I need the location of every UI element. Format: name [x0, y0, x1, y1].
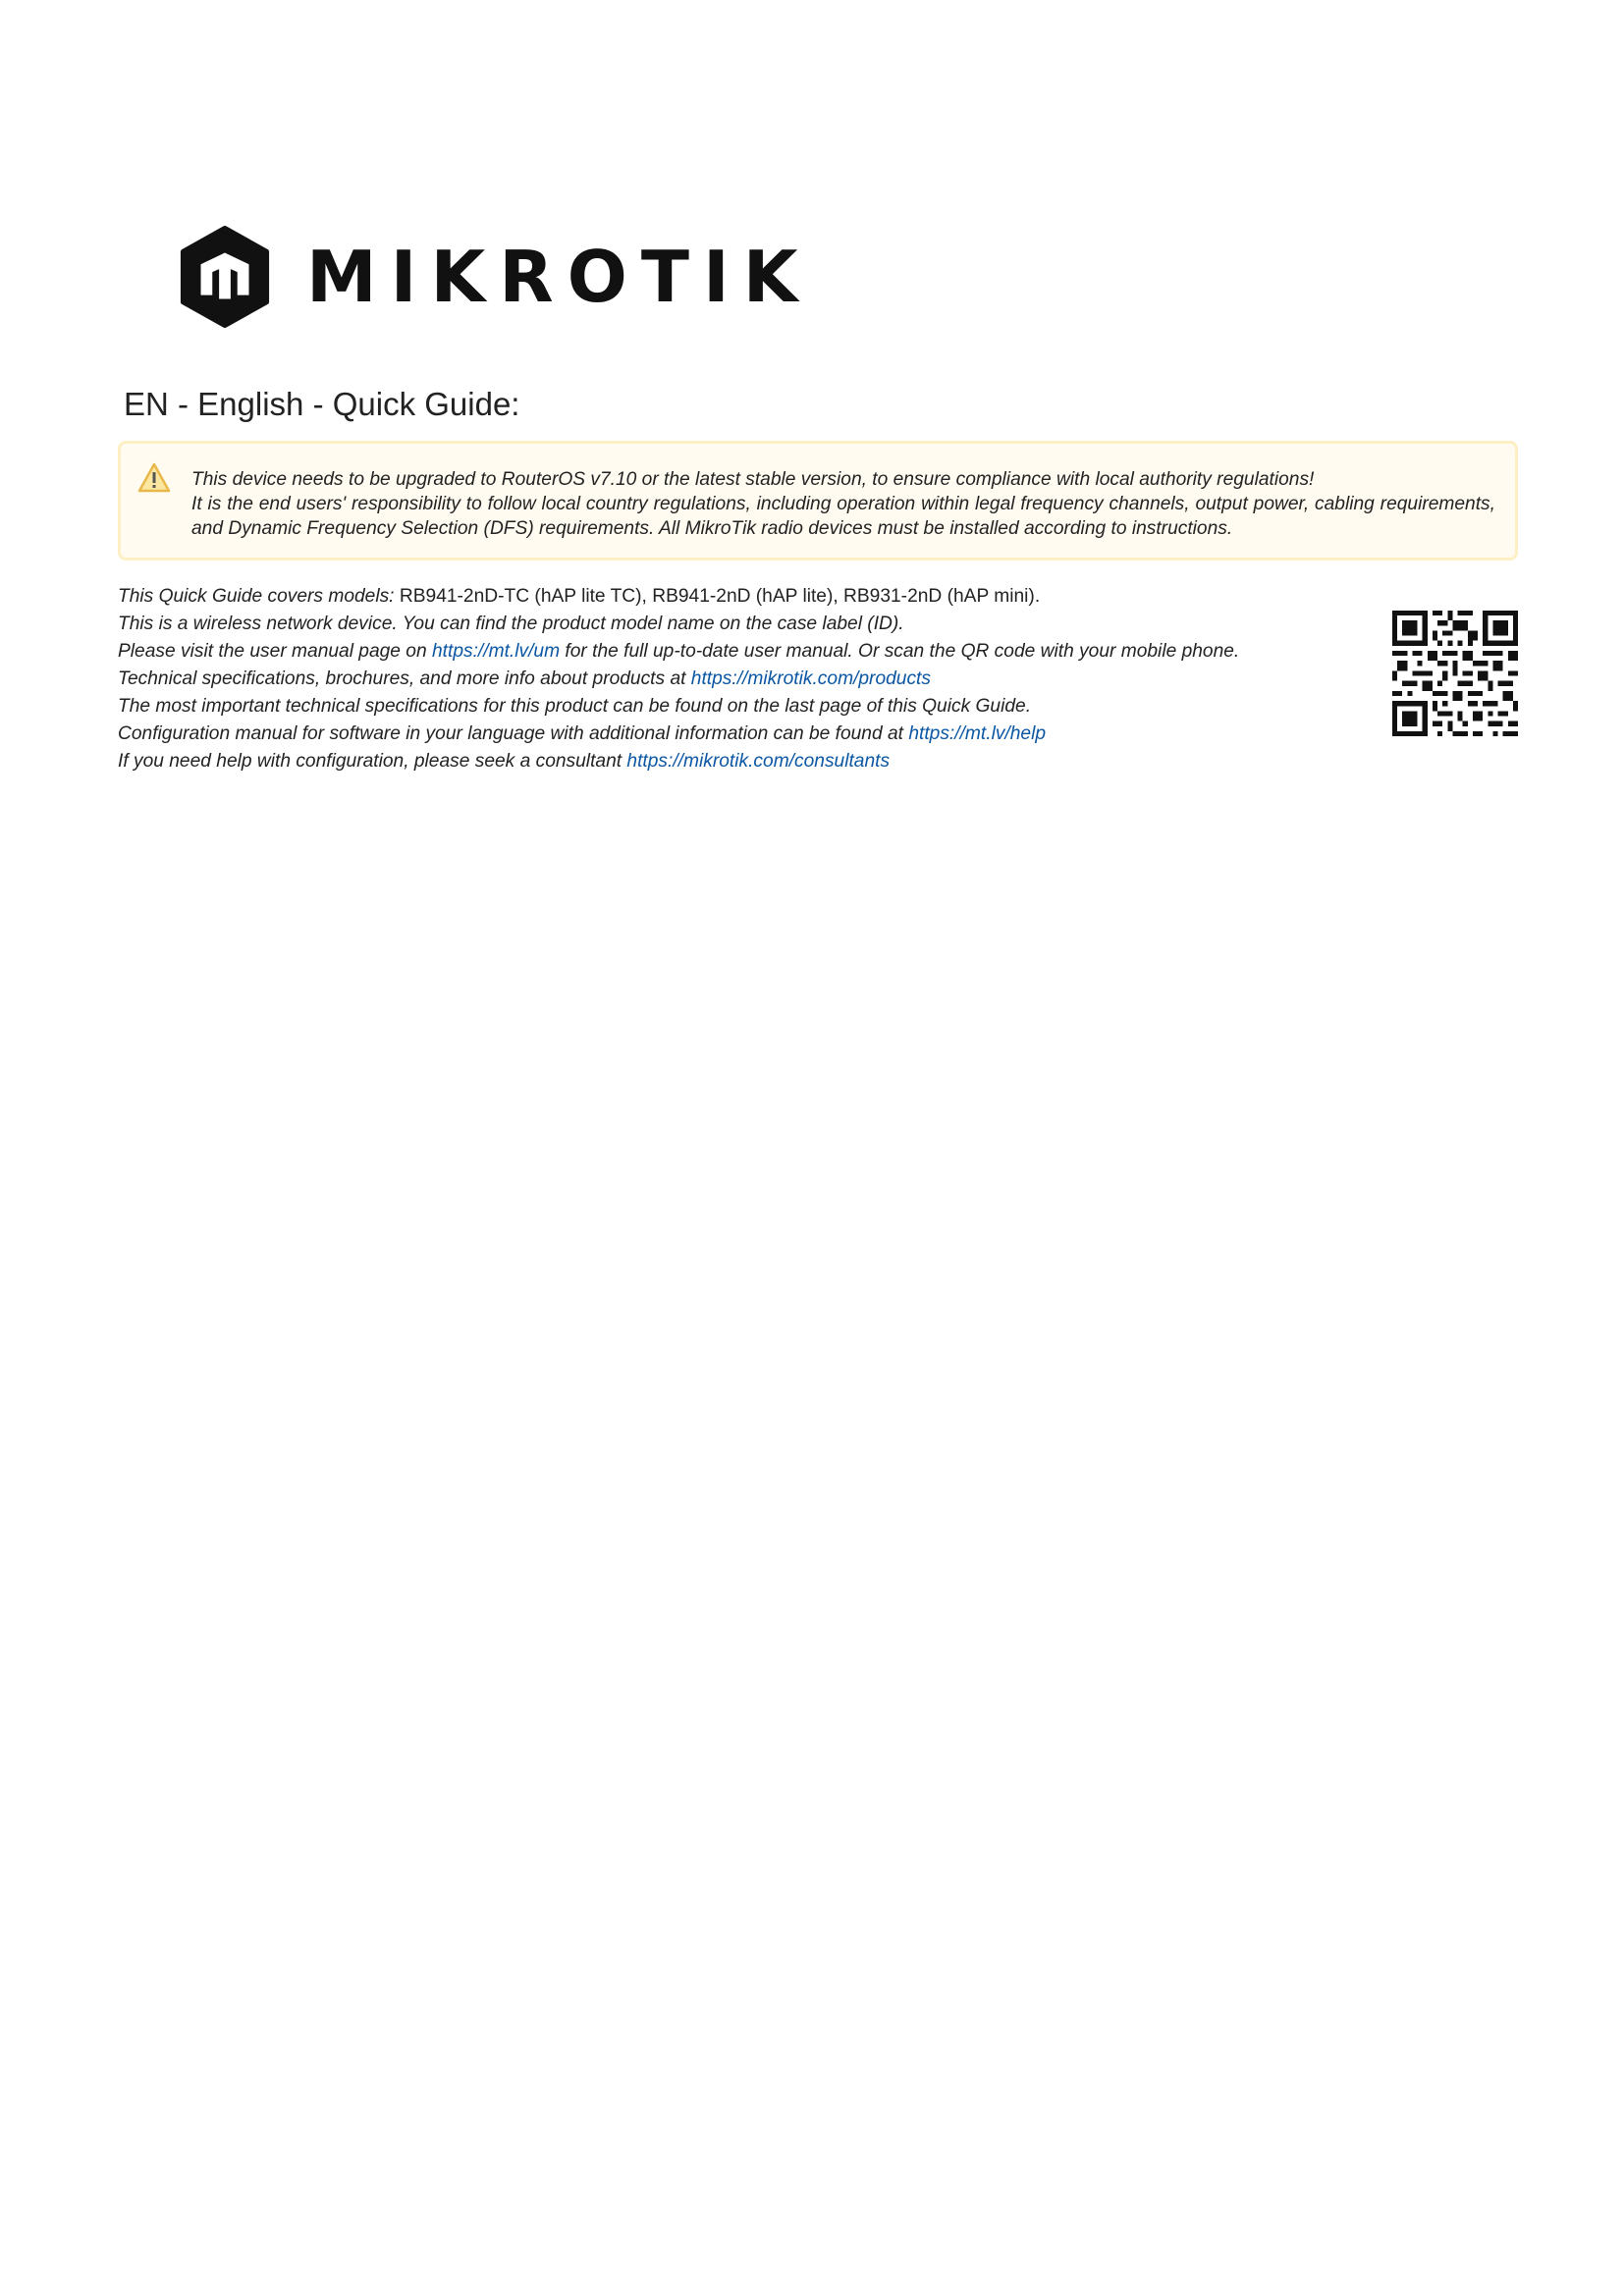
- config-help-link[interactable]: https://mt.lv/help: [908, 723, 1047, 744]
- models-line: [118, 583, 1355, 611]
- models-prefix: This Quick Guide covers models:: [118, 586, 395, 607]
- models-list: RB941-2nD-TC (hAP lite TC), RB941-2nD (hAP lite), RB931-2nD (hAP mini).: [399, 586, 1041, 607]
- wireless-line: This is a wireless network device. You can find the product model name on the case label (ID).: [118, 614, 904, 634]
- manual-suffix: for the full up-to-date user manual. Or scan the QR code with your mobile phone.: [565, 641, 1240, 662]
- specs-prefix: Technical specifications, brochures, and more info about products at: [118, 668, 686, 689]
- guide-info: [118, 583, 1355, 775]
- important-specs-line: The most important technical specifications for this product can be found on the last page of this Quick Guide.: [118, 696, 1032, 717]
- warning-icon: [136, 461, 172, 495]
- manual-line: [118, 638, 1355, 666]
- mikrotik-logo: [177, 226, 812, 328]
- notice-upgrade-text: This device needs to be upgraded to RouterOS v7.10 or the latest stable version, to ensure compliance with local authority regulations!: [191, 469, 1315, 490]
- help-prefix: If you need help with configuration, please seek a consultant: [118, 751, 623, 772]
- user-manual-link[interactable]: https://mt.lv/um: [432, 641, 561, 662]
- notice-regulation-text: It is the end users' responsibility to follow local country regulations, including operation within legal frequency channels, output power, cabling requirements, and Dynamic Frequency Selection (DFS) requirements. All MikroTik radio devices must be installed according to instructions.: [191, 494, 1495, 539]
- specs-line: [118, 666, 1355, 693]
- page-title: EN - English - Quick Guide:: [124, 386, 520, 422]
- compliance-notice: [118, 441, 1518, 561]
- config-line: [118, 721, 1355, 748]
- consultants-link[interactable]: https://mikrotik.com/consultants: [626, 751, 891, 772]
- config-prefix: Configuration manual for software in your language with additional information can be found at: [118, 723, 903, 744]
- products-link[interactable]: https://mikrotik.com/products: [690, 668, 931, 689]
- help-line: [118, 748, 1355, 775]
- mikrotik-wordmark: MIKROTIK: [306, 236, 812, 318]
- manual-prefix: Please visit the user manual page on: [118, 641, 427, 662]
- mikrotik-logo-icon: [177, 226, 273, 328]
- qr-code-icon: [1392, 611, 1518, 736]
